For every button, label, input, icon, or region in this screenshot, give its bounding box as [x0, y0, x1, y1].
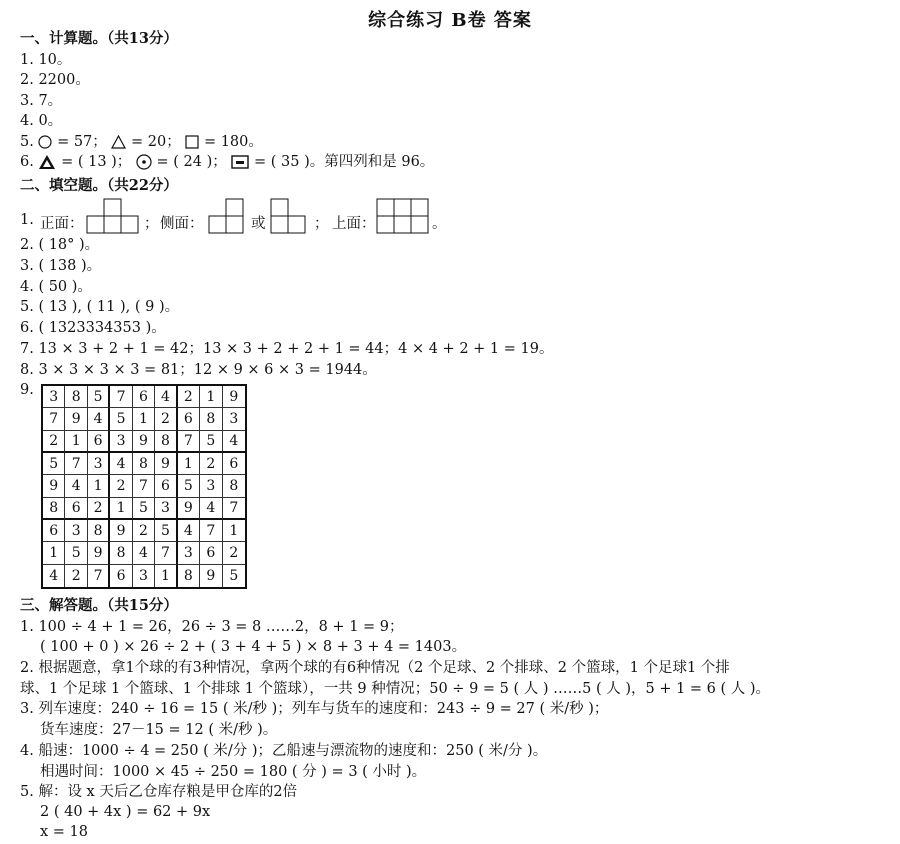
sudoku-cell: 4: [88, 408, 110, 430]
triangle-icon: [111, 135, 126, 149]
sudoku-cell: 9: [65, 408, 87, 430]
sudoku-cell: 7: [88, 565, 110, 587]
top-view-figure: [376, 198, 430, 234]
sudoku-cell: 8: [88, 520, 110, 542]
sudoku-cell: 6: [133, 386, 155, 408]
front-view-figure: [86, 198, 140, 234]
circle-icon: [38, 135, 52, 149]
sudoku-cell: 8: [178, 565, 200, 587]
s3-answer-1-line2: ( 100 + 0 ) × 26 ÷ 2 + ( 3 + 4 + 5 ) × 8 + 3 + 4 = 1403。: [40, 639, 467, 655]
side-view-figure-1: [208, 198, 246, 234]
sudoku-cell: 1: [178, 453, 200, 475]
sudoku-cell: 2: [65, 565, 87, 587]
s1-answer-2: 2. 2200。: [20, 72, 90, 88]
sudoku-cell: 1: [110, 498, 132, 520]
sudoku-cell: 4: [43, 565, 65, 587]
sudoku-cell: 5: [200, 431, 222, 453]
sudoku-cell: 2: [43, 431, 65, 453]
s3-answer-4-line2: 相遇时间：1000 × 45 ÷ 250 = 180 ( 分 ) = 3 ( 小时 )。: [40, 764, 427, 780]
sudoku-cell: 1: [200, 386, 222, 408]
sudoku-cell: 5: [110, 408, 132, 430]
sudoku-cell: 5: [155, 520, 177, 542]
sudoku-cell: 6: [200, 542, 222, 564]
sudoku-cell: 8: [223, 475, 245, 497]
sudoku-cell: 7: [178, 431, 200, 453]
sudoku-cell: 2: [110, 475, 132, 497]
sudoku-cell: 1: [88, 475, 110, 497]
s3-answer-3-line1: 3. 列车速度：240 ÷ 16 = 15 ( 米/秒 )；列车与货车的速度和：243 ÷ 9 = 27 ( 米/秒 )；: [20, 701, 609, 717]
sudoku-cell: 7: [133, 475, 155, 497]
sudoku-cell: 2: [223, 542, 245, 564]
sudoku-cell: 2: [200, 453, 222, 475]
sudoku-cell: 9: [155, 453, 177, 475]
sudoku-cell: 4: [223, 431, 245, 453]
sudoku-cell: 1: [223, 520, 245, 542]
section3-heading: 三、解答题。（共15分）: [20, 597, 178, 614]
sudoku-cell: 1: [65, 431, 87, 453]
sudoku-cell: 5: [229, 567, 239, 584]
sudoku-cell: 3: [133, 565, 155, 587]
sudoku-cell: 7: [110, 386, 132, 408]
sudoku-cell: 7: [65, 453, 87, 475]
sudoku-cell: 9: [223, 386, 245, 408]
s1-answer-6: 6. = ( 13 )； = ( 24 )； = ( 35 )。第四列和是 96。: [20, 154, 435, 170]
sudoku-cell: 5: [178, 475, 200, 497]
sudoku-cell: 2: [133, 520, 155, 542]
page-title: 综合练习 B卷 答案: [368, 10, 532, 31]
s2-answer-6: 6. ( 1323334353 )。: [20, 320, 166, 336]
sudoku-cell: 9: [43, 475, 65, 497]
section1-heading: 一、计算题。（共13分）: [20, 30, 178, 47]
s1-answer-4: 4. 0。: [20, 113, 63, 129]
sudoku-cell: 6: [65, 498, 87, 520]
s2-answer-3: 3. ( 138 )。: [20, 258, 102, 274]
s2-answer-8: 8. 3 × 3 × 3 × 3 = 81；12 × 9 × 6 × 3 = 1944。: [20, 362, 377, 378]
s2-answer-7: 7. 13 × 3 + 2 + 1 = 42；13 × 3 + 2 + 2 + 1 = 44；4 × 4 + 2 + 1 = 19。: [20, 341, 554, 357]
s2-answer-4: 4. ( 50 )。: [20, 279, 92, 295]
s3-answer-2-line2: 球、1 个足球 1 个篮球、1 个排球 1 个篮球），一共 9 种情况；50 ÷ 9 = 5 ( 人 ) ……5 ( 人 )，5 + 1 = 6 ( 人 )。: [20, 681, 771, 697]
sudoku-cell: 6: [110, 565, 132, 587]
square-icon: [185, 135, 199, 149]
s3-answer-4-line1: 4. 船速：1000 ÷ 4 = 250 ( 米/分 )；乙船速与漂流物的速度和：250 ( 米/分 )。: [20, 743, 548, 759]
s1-answer-3: 3. 7。: [20, 93, 63, 109]
sudoku-cell: 3: [88, 453, 110, 475]
sudoku-cell: 4: [200, 498, 222, 520]
sudoku-cell: 9: [133, 431, 155, 453]
sudoku-cell: 1: [155, 565, 177, 587]
sudoku-cell: 6: [155, 475, 177, 497]
sudoku-cell: 8: [155, 431, 177, 453]
sudoku-cell: 9: [88, 542, 110, 564]
side-view-figure-2: [270, 198, 308, 234]
sudoku-cell: 3: [110, 431, 132, 453]
sudoku-cell: 8: [65, 386, 87, 408]
sudoku-cell: 3: [223, 408, 245, 430]
s2-answer-5: 5. ( 13 ), ( 11 ), ( 9 )。: [20, 299, 180, 315]
dotted-circle-icon: [136, 154, 152, 170]
sudoku-cell: 3: [43, 386, 65, 408]
s3-answer-3-line2: 货车速度：27－15 = 12 ( 米/秒 )。: [40, 722, 278, 738]
sudoku-cell: 8: [110, 542, 132, 564]
section2-heading: 二、填空题。（共22分）: [20, 177, 178, 194]
sudoku-cell: 3: [200, 475, 222, 497]
s3-answer-5-line3: x = 18: [40, 824, 88, 840]
sudoku-cell: 6: [223, 453, 245, 475]
sudoku-cell: 2: [155, 408, 177, 430]
sudoku-cell: 4: [110, 453, 132, 475]
s1-answer-5: 5. = 57； = 20； = 180。: [20, 134, 263, 150]
s3-answer-5-line2: 2 ( 40 + 4x ) = 62 + 9x: [40, 804, 211, 820]
s2-answer-2: 2. ( 18° )。: [20, 237, 100, 253]
sudoku-cell: 8: [200, 408, 222, 430]
sudoku-cell: 1: [43, 542, 65, 564]
sudoku-cell: 9: [178, 498, 200, 520]
s3-answer-2-line1: 2. 根据题意，拿1个球的有3种情况，拿两个球的有6种情况（2 个足球、2 个排球、2 个篮球，1 个足球1 个排: [20, 660, 730, 676]
sudoku-cell: 9: [110, 520, 132, 542]
s1-answer-1: 1. 10。: [20, 52, 72, 68]
sudoku-grid: [41, 384, 247, 589]
sudoku-cell: 5: [133, 498, 155, 520]
sudoku-cell: 1: [133, 408, 155, 430]
sudoku-cell: 3: [65, 520, 87, 542]
sudoku-cell: 7: [155, 542, 177, 564]
sudoku-cell: 4: [133, 542, 155, 564]
sudoku-cell: 8: [43, 498, 65, 520]
sudoku-cell: 8: [133, 453, 155, 475]
sudoku-cell: 4: [155, 386, 177, 408]
s3-answer-5-line1: 5. 解：设 x 天后乙仓库存粮是甲仓库的2倍: [20, 784, 298, 800]
sudoku-cell: 6: [178, 408, 200, 430]
sudoku-cell: 3: [155, 498, 177, 520]
s2-answer-1: 1. 正面： ； 侧面： 或 ； 上面： 。: [20, 198, 480, 234]
minus-box-icon: [231, 155, 249, 169]
sudoku-cell: 6: [88, 431, 110, 453]
sudoku-cell: 9: [200, 565, 222, 587]
sudoku-cell: 2: [88, 498, 110, 520]
filled-triangle-icon: [38, 154, 56, 170]
sudoku-cell: 5: [43, 453, 65, 475]
sudoku-cell: 2: [178, 386, 200, 408]
sudoku-cell: 7: [43, 408, 65, 430]
sudoku-cell: 5: [88, 386, 110, 408]
sudoku-cell: 4: [65, 475, 87, 497]
s2-answer-9: 9.: [20, 382, 34, 398]
sudoku-cell: 6: [43, 520, 65, 542]
sudoku-cell: 3: [178, 542, 200, 564]
sudoku-cell: 7: [223, 498, 245, 520]
sudoku-cell: 5: [65, 542, 87, 564]
sudoku-cell: 4: [178, 520, 200, 542]
sudoku-cell: 7: [200, 520, 222, 542]
s3-answer-1-line1: 1. 100 ÷ 4 + 1 = 26，26 ÷ 3 = 8 ……2，8 + 1 = 9；: [20, 619, 404, 635]
